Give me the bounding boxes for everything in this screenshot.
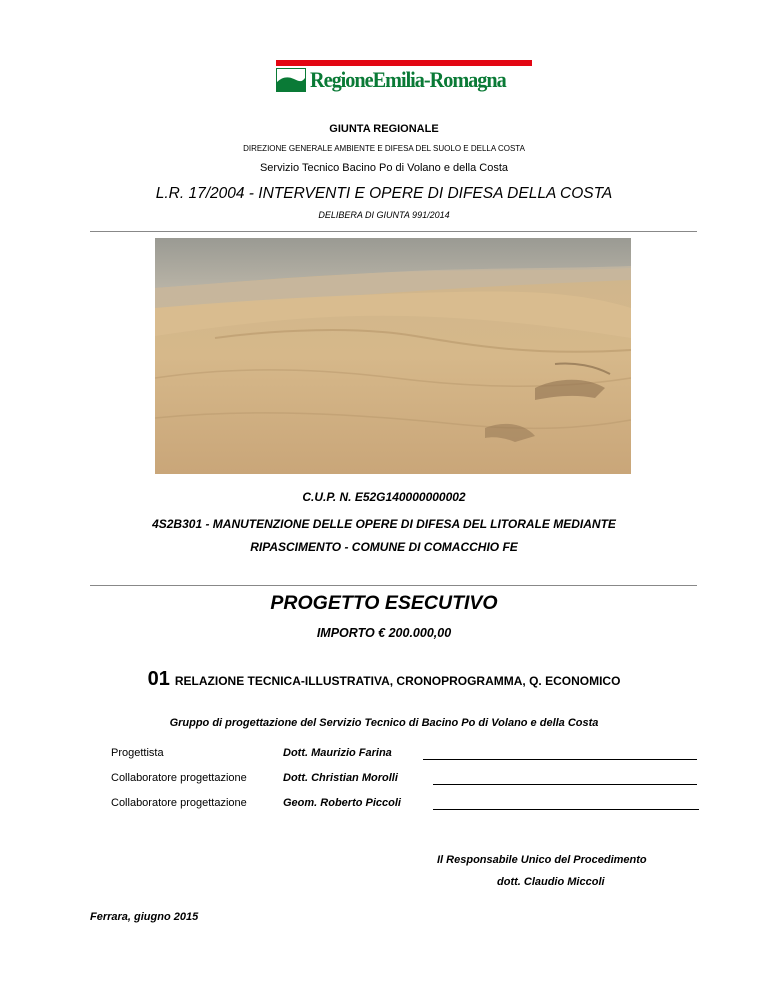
rup-title: Il Responsabile Unico del Procedimento xyxy=(437,854,647,866)
servizio-line: Servizio Tecnico Bacino Po di Volano e della Costa xyxy=(259,162,509,174)
signature-line xyxy=(433,784,697,785)
logo-red-bar xyxy=(276,60,532,66)
signature-line xyxy=(423,759,697,760)
legge-title: L.R. 17/2004 - INTERVENTI E OPERE DI DIFESA DELLA COSTA xyxy=(155,185,613,202)
giunta-heading: GIUNTA REGIONALE xyxy=(329,123,439,135)
region-logo xyxy=(276,60,532,96)
beach-photo xyxy=(155,238,631,474)
team-row xyxy=(111,747,701,763)
divider xyxy=(90,585,697,586)
phase-title: PROGETTO ESECUTIVO xyxy=(270,592,498,614)
direzione-line xyxy=(0,143,768,154)
subject-line-2: RIPASCIMENTO - COMUNE DI COMACCHIO FE xyxy=(250,540,518,554)
document-title xyxy=(0,668,768,691)
place-date: Ferrara, giugno 2015 xyxy=(90,911,199,923)
team-role: Collaboratore progettazione xyxy=(111,797,247,809)
team-member-name: Dott. Christian Morolli xyxy=(283,772,398,784)
team-role: Progettista xyxy=(111,747,164,759)
cup-code: C.U.P. N. E52G140000000002 xyxy=(302,490,466,504)
team-member-name: Geom. Roberto Piccoli xyxy=(283,797,401,809)
team-heading: Gruppo di progettazione del Servizio Tecnico di Bacino Po di Volano e della Costa xyxy=(169,717,599,729)
direzione-text: DIREZIONE GENERALE AMBIENTE E DIFESA DEL SUOLO E DELLA COSTA xyxy=(243,144,525,153)
team-row xyxy=(111,797,701,813)
team-row xyxy=(111,772,701,788)
team-member-name: Dott. Maurizio Farina xyxy=(283,747,392,759)
team-role: Collaboratore progettazione xyxy=(111,772,247,784)
region-emblem-icon xyxy=(276,68,306,92)
signature-line xyxy=(433,809,699,810)
document-title-text: RELAZIONE TECNICA-ILLUSTRATIVA, CRONOPROGRAMMA, Q. ECONOMICO xyxy=(174,674,621,688)
importo-line: IMPORTO € 200.000,00 xyxy=(316,626,452,640)
subject-line-1: 4S2B301 - MANUTENZIONE DELLE OPERE DI DIFESA DEL LITORALE MEDIANTE xyxy=(152,517,616,531)
document-number: 01 xyxy=(147,668,170,690)
delibera-line: DELIBERA DI GIUNTA 991/2014 xyxy=(318,210,450,220)
logo-text: RegioneEmilia-Romagna xyxy=(310,67,506,92)
rup-name: dott. Claudio Miccoli xyxy=(497,876,605,888)
divider xyxy=(90,231,697,232)
